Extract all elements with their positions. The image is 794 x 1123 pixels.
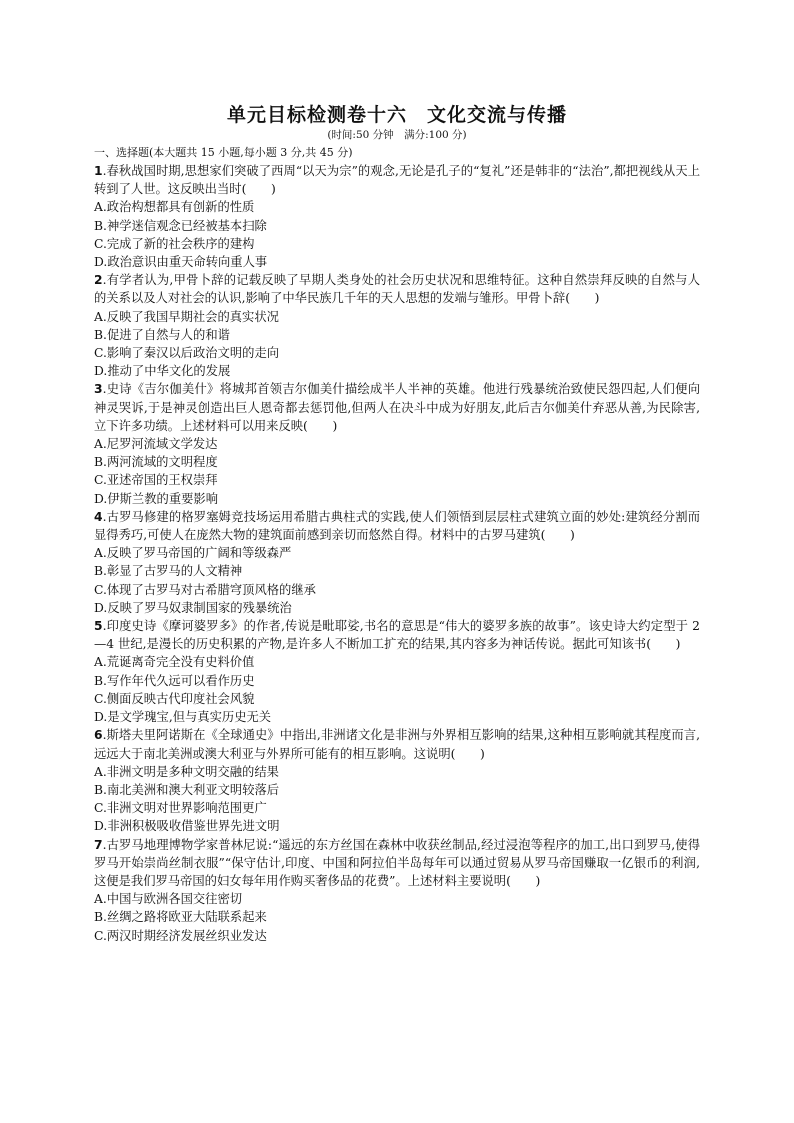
question-text: .春秋战国时期,思想家们突破了西周“以天为宗”的观念,无论是孔子的“复礼”还是韩非的“法治”,都把视线从天上转到了人世。这反映出当时( ) xyxy=(94,164,700,197)
answer-option: C.亚述帝国的王权崇拜 xyxy=(94,473,218,488)
question-stem xyxy=(94,508,700,544)
question-2 xyxy=(94,271,700,380)
answer-option: B.南北美洲和澳大利亚文明较落后 xyxy=(94,782,280,797)
question-list xyxy=(94,162,700,945)
question-number: 1 xyxy=(94,164,103,178)
answer-option: A.中国与欧洲各国交往密切 xyxy=(94,892,243,907)
question-5 xyxy=(94,617,700,726)
answer-option: D.推动了中华文化的发展 xyxy=(94,364,231,379)
question-number: 5 xyxy=(94,619,103,634)
question-text: .史诗《吉尔伽美什》将城邦首领吉尔伽美什描绘成半人半神的英雄。他进行残暴统治致使民怨四起,人们便向神灵哭诉,于是神灵创造出巨人恩奇都去惩罚他,但两人在决斗中成为好朋友,此后吉尔伽美什弃恶从善,为民除害,立下许多功绩。上述材料可以用来反映( ) xyxy=(94,382,700,433)
question-stem xyxy=(94,162,700,198)
answer-option: D.伊斯兰教的重要影响 xyxy=(94,491,219,506)
answer-option: C.非洲文明对世界影响范围更广 xyxy=(94,801,267,816)
question-number: 3 xyxy=(94,382,103,397)
question-number: 6 xyxy=(94,728,103,743)
answer-option: C.影响了秦汉以后政治文明的走向 xyxy=(94,346,280,361)
question-4 xyxy=(94,508,700,617)
answer-option: B.写作年代久远可以看作历史 xyxy=(94,673,255,688)
answer-option: C.完成了新的社会秩序的建构 xyxy=(94,236,255,251)
question-text: .古罗马修建的格罗塞姆竞技场运用希腊古典柱式的实践,使人们领悟到层层柱式建筑立面的妙处:建筑经分割而显得秀巧,可使人在庞然大物的建筑面前感到亲切而悠然自得。材料中的古罗马建筑( ) xyxy=(94,509,700,543)
answer-option: D.反映了罗马奴隶制国家的残暴统治 xyxy=(94,600,292,615)
question-text: .有学者认为,甲骨卜辞的记载反映了早期人类身处的社会历史状况和思维特征。这种自然崇拜反映的自然与人的关系以及人对社会的认识,影响了中华民族几千年的天人思想的发端与雏形。甲骨卜辞( ) xyxy=(94,273,700,306)
answer-option: B.促进了自然与人的和谐 xyxy=(94,327,230,342)
section-heading: 一、选择题(本大题共 15 小题,每小题 3 分,共 45 分) xyxy=(94,146,353,159)
question-number: 2 xyxy=(94,273,103,288)
question-stem xyxy=(94,836,700,891)
question-6 xyxy=(94,726,700,835)
answer-option: A.非洲文明是多种文明交融的结果 xyxy=(94,764,279,779)
question-stem xyxy=(94,271,700,307)
document-title: 单元目标检测卷十六 文化交流与传播 xyxy=(226,104,567,126)
question-number: 7 xyxy=(94,837,103,852)
question-text: .印度史诗《摩诃婆罗多》的作者,传说是毗耶娑,书名的意思是“伟大的婆罗多族的故事”。该史诗大约定型于 2—4 世纪,是漫长的历史积累的产物,是许多人不断加工扩充的结果,其内容多为神话传说。据此可知该书( ) xyxy=(94,619,700,652)
answer-option: A.荒诞离奇完全没有史料价值 xyxy=(94,655,255,670)
answer-option: B.丝绸之路将欧亚大陆联系起来 xyxy=(94,910,267,925)
answer-option: C.体现了古罗马对古希腊穹顶风格的继承 xyxy=(94,582,316,597)
answer-option: B.神学迷信观念已经被基本扫除 xyxy=(94,218,267,233)
answer-option: D.非洲积极吸收借鉴世界先进文明 xyxy=(94,819,280,834)
question-stem xyxy=(94,726,700,762)
question-1 xyxy=(94,162,700,271)
answer-option: A.尼罗河流域文学发达 xyxy=(94,437,218,452)
question-stem xyxy=(94,617,700,653)
question-number: 4 xyxy=(94,509,103,524)
question-text: .斯塔夫里阿诺斯在《全球通史》中指出,非洲诸文化是非洲与外界相互影响的结果,这种相互影响就其程度而言,远远大于南北美洲或澳大利亚与外界所可能有的相互影响。这说明( ) xyxy=(94,728,700,761)
answer-option: B.两河流域的文明程度 xyxy=(94,455,218,470)
question-text: .古罗马地理博物学家普林尼说:“遥远的东方丝国在森林中收获丝制品,经过浸泡等程序的加工,出口到罗马,使得罗马开始崇尚丝制衣服”“保守估计,印度、中国和阿拉伯半岛每年可以通过贸易从罗马帝国赚取一亿银币的利润,这便是我们罗马帝国的妇女每年用作购买奢侈品的花费”。上述材料主要说明( ) xyxy=(94,837,700,888)
document-subtitle: (时间:50 分钟 满分:100 分) xyxy=(327,129,467,141)
answer-option: A.政治构想都具有创新的性质 xyxy=(94,200,255,215)
answer-option: C.两汉时期经济发展丝织业发达 xyxy=(94,928,267,943)
question-3 xyxy=(94,380,700,507)
answer-option: B.彰显了古罗马的人文精神 xyxy=(94,564,243,579)
answer-option: D.政治意识由重天命转向重人事 xyxy=(94,255,268,270)
answer-option: A.反映了我国早期社会的真实状况 xyxy=(94,309,279,324)
document-content xyxy=(94,144,700,945)
question-stem xyxy=(94,380,700,435)
answer-option: A.反映了罗马帝国的广阔和等级森严 xyxy=(94,546,292,561)
question-7 xyxy=(94,836,700,945)
answer-option: C.侧面反映古代印度社会风貌 xyxy=(94,691,255,706)
answer-option: D.是文学瑰宝,但与真实历史无关 xyxy=(94,710,272,725)
